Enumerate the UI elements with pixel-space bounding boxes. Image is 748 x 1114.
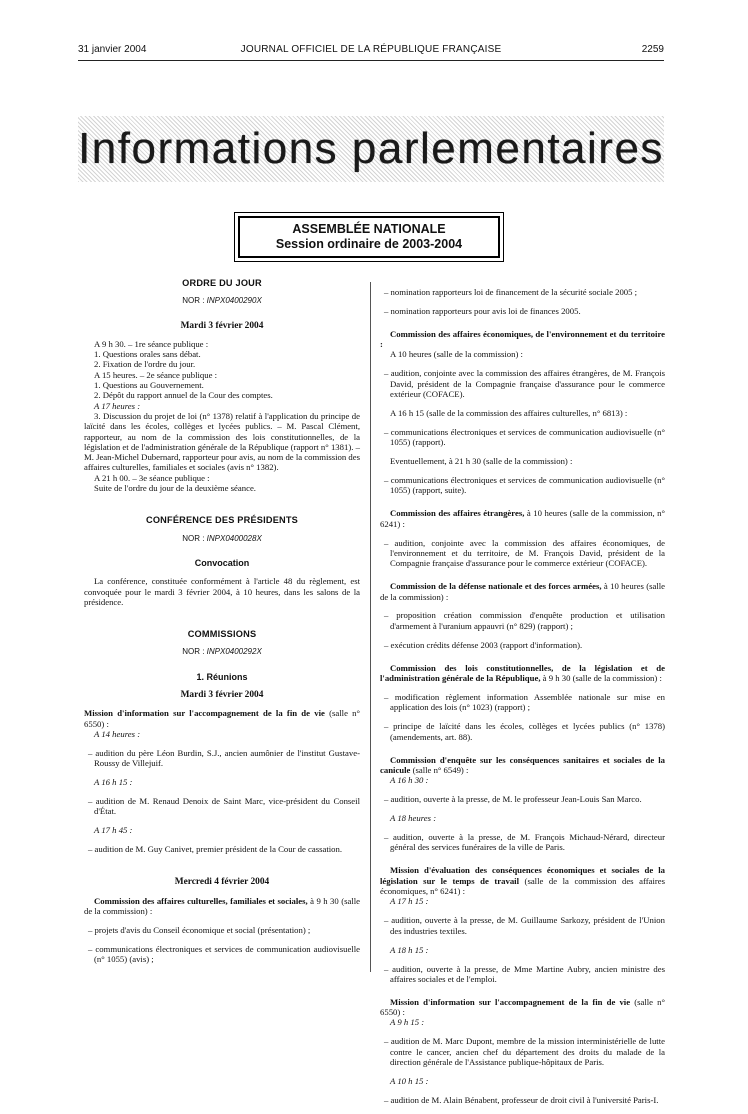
fin-de-vie-item: – audition de M. Alain Bénabent, professeur de droit civil à l'université Paris-I. [384,1094,659,1105]
conference-title: CONFÉRENCE DES PRÉSIDENTS [145,515,299,526]
session-3-heading: A 17 heures : [94,400,141,411]
session-2-item: 2. Dépôt du rapport annuel de la Cour des comptes. [94,390,273,401]
reunions-title: 1. Réunions [196,671,248,682]
convocation-text: La conférence, constituée conformément à l'article 48 du règlement, est convoquée pour le mardi 3 février 2004, à 10 heures, dans les salons de la présidence. [84,576,360,607]
page-header [78,44,664,60]
lois-item: – principe de laïcité dans les écoles, collèges et lycées publics (n° 1378) (amendements, art. 88). [384,721,665,742]
reunions-date: Mardi 3 février 2004 [180,690,264,701]
enquete-time: A 16 h 30 : [390,775,429,786]
economiques-time: A 10 heures (salle de la commission) : [390,349,523,360]
lois-heading: Commission des lois constitutionnelles, de la législation et de l'administration générale de la République, à 9 h 30 (salle de la commission) : [380,662,665,684]
session-1-item: 2. Fixation de l'ordre du jour. [94,359,196,370]
evaluation-heading: Mission d'évaluation des conséquences économiques et sociales de la législation sur le temps de travail (salle de la commission des affaires économiques, n° 6241) : [380,865,665,897]
header-date: 31 janvier 2004 [78,44,147,55]
enquete-item: – audition, ouverte à la presse, de M. le professeur Jean-Louis San Marco. [384,794,642,805]
defense-heading: Commission de la défense nationale et des forces armées, à 10 heures (salle de la commission) : [380,581,666,602]
mission-heading: Mission d'information sur l'accompagnement de la fin de vie (salle n° 6550) : [84,708,360,729]
banner-title: Informations parlementaires [78,124,664,173]
culturelles-item: – nomination rapporteurs pour avis loi de finances 2005. [384,305,581,316]
assembly-box-inner [238,216,500,258]
session-name: Session ordinaire de 2003-2004 [275,237,463,251]
mission-item: – audition de M. Guy Canivet, premier président de la Cour de cassation. [88,844,343,855]
fin-de-vie-time: A 9 h 15 : [390,1017,425,1028]
etrangeres-item: – audition, conjointe avec la commission des affaires économiques, de l'environnement et du territoire, de M. François David, président de la Compagnie française d'assurance pour le commerce extérieur (COFACE). [384,537,665,569]
economiques-time: Eventuellement, à 21 h 30 (salle de la commission) : [390,456,573,467]
mission-time: A 14 heures : [94,728,141,739]
evaluation-item: – audition, ouverte à la presse, de M. Guillaume Sarkozy, président de l'Union des industries textiles. [384,915,665,936]
journal-title: JOURNAL OFFICIEL DE LA RÉPUBLIQUE FRANÇAISE [240,44,502,55]
session-4-heading: A 21 h 00. – 3e séance publique : [94,472,210,483]
economiques-heading: Commission des affaires économiques, de l'environnement et du territoire : [380,328,665,349]
culturelles-item: – nomination rapporteurs loi de financement de la sécurité sociale 2005 ; [384,286,638,297]
session-2-item: 1. Questions au Gouvernement. [94,380,204,391]
culturelles-item: – communications électroniques et services de communication audiovisuelle (n° 1055) (avis) ; [88,943,360,965]
left-column [84,278,360,973]
assembly-box [234,212,504,262]
mission-time: A 17 h 45 : [94,825,133,836]
mardi-date: Mardi 3 février 2004 [180,320,264,331]
commissions-title: COMMISSIONS [187,629,257,640]
session-3-text: 3. Discussion du projet de loi (n° 1378) relatif à l'application du principe de laïcité dans les écoles, collèges et lycées publics. – M. Pascal Clément, rapporteur, au nom de la commission des lois constitutionnelles, de la législation et de l'administration générale de la République (rapport n° 1381). – M. Jean-Michel Dubernard, rapporteur pour avis, au nom de la commission des affaires culturelles, familiales et sociales (avis n° 1382). [84,410,360,473]
economiques-time: A 16 h 15 (salle de la commission des affaires culturelles, n° 6813) : [390,407,628,418]
session-4-text: Suite de l'ordre du jour de la deuxième séance. [94,483,256,494]
fin-de-vie-item: – audition de M. Marc Dupont, membre de la mission interministérielle de lutte contre le cancer, ancien chef du département des droits du malade de la direction générale de l'Assistance publique-hôpitaux de Paris. [384,1036,665,1068]
culturelles-item: – projets d'avis du Conseil économique et social (présentation) ; [88,924,311,935]
enquete-time: A 18 heures : [390,813,437,824]
fin-de-vie-time: A 10 h 15 : [390,1076,429,1086]
defense-item: – proposition création commission d'enquête production et utilisation d'armement à l'uranium appauvri (n° 829) (rapport) ; [384,610,665,631]
defense-item: – exécution crédits défense 2003 (rapport d'information). [384,639,583,650]
culturelles-heading: Commission des affaires culturelles, familiales et sociales, à 9 h 30 (salle de la commission) : [84,895,361,916]
section-banner [78,116,664,182]
ordre-du-jour-title: ORDRE DU JOUR [182,278,262,288]
enquete-heading: Commission d'enquête sur les conséquences sanitaires et sociales de la canicule (salle n° 6549) : [380,754,665,775]
mission-time: A 16 h 15 : [94,777,133,788]
mercredi-date: Mercredi 4 février 2004 [174,877,270,888]
etrangeres-heading: Commission des affaires étrangères, à 10 heures (salle de la commission, n° 6241) : [380,508,665,529]
page-number: 2259 [641,44,664,55]
lois-item: – modification règlement information Assemblée nationale sur mise en application des lois (n° 1023) (rapport) ; [384,692,665,713]
commissions-nor: NOR : INPX0400292X [182,647,262,657]
economiques-item: – audition, conjointe avec la commission des affaires étrangères, de M. François David, président de la Compagnie française d'assurance pour le commerce extérieur (COFACE). [384,368,665,399]
session-2-heading: A 15 heures. – 2e séance publique : [94,369,218,380]
right-column [380,278,665,1114]
session-1-heading: A 9 h 30. – 1re séance publique : [94,338,209,349]
column-divider [370,282,371,972]
mission-item: – audition de M. Renaud Denoix de Saint Marc, vice-président du Conseil d'État. [88,796,360,817]
evaluation-time: A 18 h 15 : [390,944,429,955]
evaluation-time: A 17 h 15 : [390,896,429,907]
economiques-item: – communications électroniques et services de communication audiovisuelle (n° 1055) (rapport, suite). [384,475,665,496]
conference-nor: NOR : INPX0400028X [182,533,262,543]
evaluation-item: – audition, ouverte à la presse, de Mme Martine Aubry, ancien ministre des affaires sociales et de l'emploi. [384,963,665,984]
enquete-item: – audition, ouverte à la presse, de M. François Michaud-Nérard, directeur général des services funéraires de la ville de Paris. [384,832,665,853]
header-rule [78,60,664,61]
convocation-title: Convocation [194,557,250,568]
ordre-nor: NOR : INPX0400290X [182,296,262,306]
session-1-item: 1. Questions orales sans débat. [94,349,201,360]
assembly-name: ASSEMBLÉE NATIONALE [292,222,446,236]
economiques-item: – communications électroniques et services de communication audiovisuelle (n° 1055) (rapport). [384,426,665,448]
fin-de-vie-heading: Mission d'information sur l'accompagnement de la fin de vie (salle n° 6550) : [380,996,665,1018]
mission-item: – audition du père Léon Burdin, S.J., ancien aumônier de l'institut Gustave-Roussy de Villejuif. [88,747,360,769]
